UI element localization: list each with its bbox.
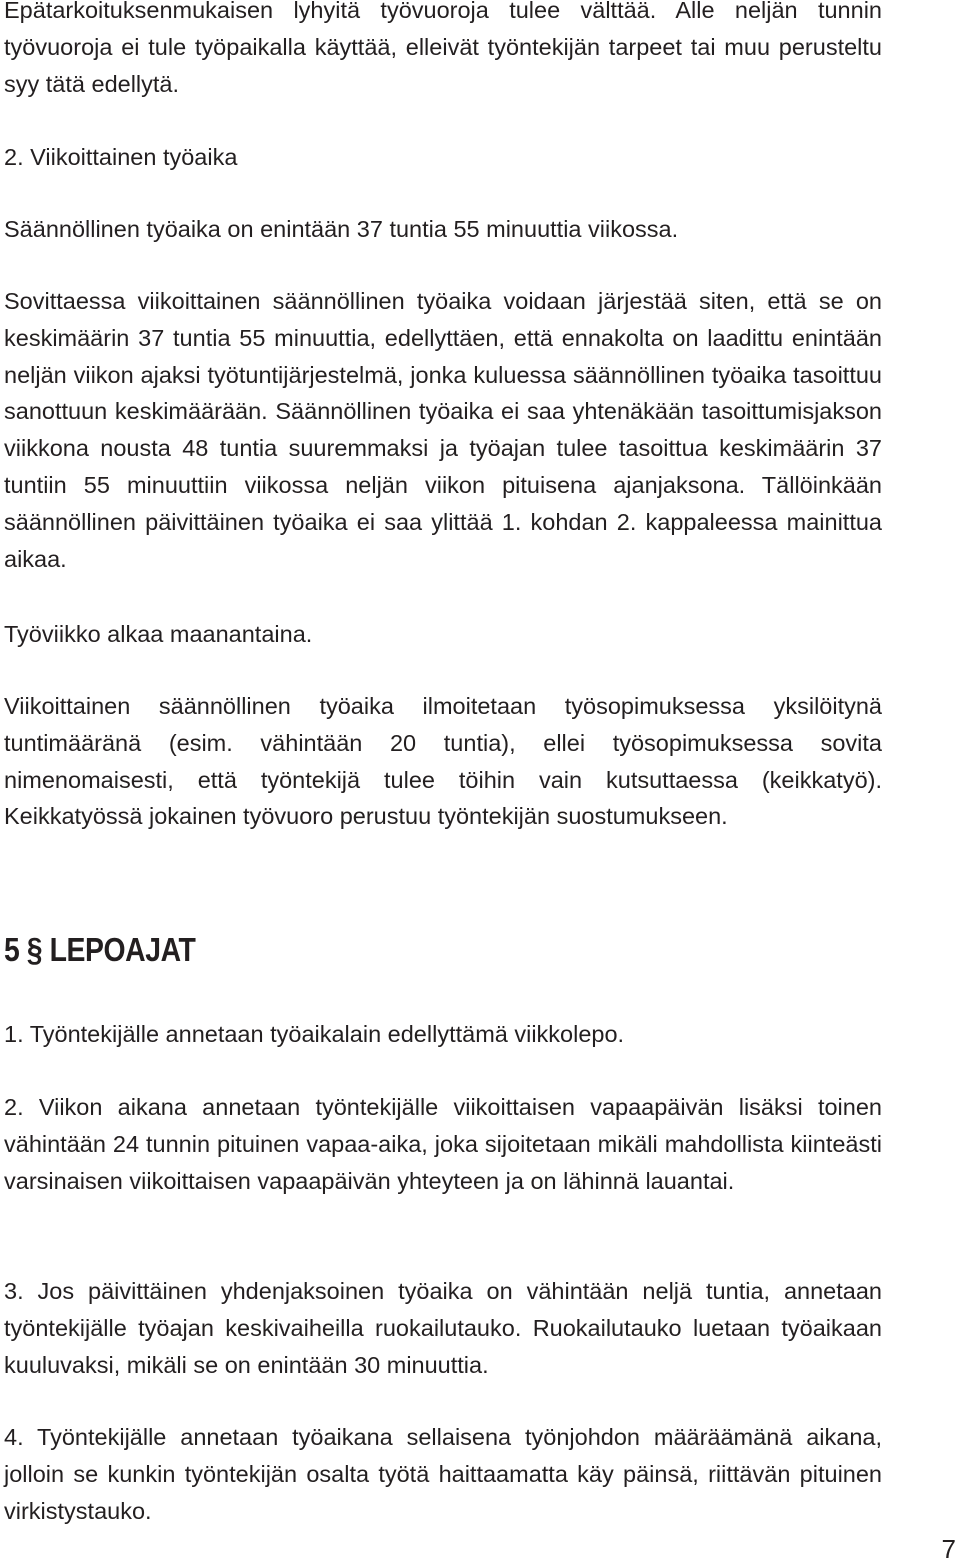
rest-item-3: 3. Jos päivittäinen yhdenjaksoinen työaika on vähintään neljä tuntia, annetaan työntekijälle työajan keskivaiheilla ruokailutauko. Ruokailutauko luetaan työaikaan kuuluvaksi, mikäli se on enintään 30 minuuttia. — [4, 1278, 882, 1378]
paragraph-week-start: Työviikko alkaa maanantaina. — [4, 621, 313, 647]
section-heading-rest-periods: 5 § LEPOAJAT — [4, 931, 196, 968]
paragraph-weekly-maximum: Säännöllinen työaika on enintään 37 tuntia 55 minuuttia viikossa. — [4, 216, 679, 242]
rest-item-1: 1. Työntekijälle annetaan työaikalain edellyttämä viikkolepo. — [4, 1021, 625, 1047]
rest-item-2: 2. Viikon aikana annetaan työntekijälle viikoittaisen vapaapäivän lisäksi toinen vähintään 24 tunnin pituinen vapaa-aika, joka sijoitetaan mikäli mahdollista kiinteästi varsinaisen viikoittaisen vapaapäivän yhteyteen ja on lähinnä lauantai. — [4, 1094, 882, 1194]
paragraph-short-shifts: Epätarkoituksenmukaisen lyhyitä työvuoroja tulee välttää. Alle neljän tunnin työvuoroja ei tule työpaikalla käyttää, elleivät työntekijän tarpeet tai muu perusteltu syy tätä edellytä. — [4, 0, 882, 97]
subheading-weekly-working-time: 2. Viikoittainen työaika — [4, 144, 238, 170]
paragraph-contract-hours: Viikoittainen säännöllinen työaika ilmoitetaan työsopimuksessa yksilöitynä tuntimääränä (esim. vähintään 20 tuntia), ellei työsopimuksessa sovita nimenomaisesti, että työntekijä tulee töihin vain kutsuttaessa (keikkatyö). Keikkatyössä jokainen työvuoro perustuu työntekijän suostumukseen. — [4, 693, 882, 830]
rest-item-4: 4. Työntekijälle annetaan työaikana sellaisena työnjohdon määräämänä aikana, jolloin se kunkin työntekijän osalta työtä haittaamatta käy päinsä, riittävän pituinen virkistystauko. — [4, 1424, 882, 1524]
paragraph-averaging: Sovittaessa viikoittainen säännöllinen työaika voidaan järjestää siten, että se on keskimäärin 37 tuntia 55 minuuttia, edellyttäen, että ennakolta on laadittu enintään neljän viikon ajaksi työtuntijärjestelmä, jonka kuluessa säännöllinen työaika tasoittuu sanottuun keskimäärään. Säännöllinen työaika ei saa yhtenäkään tasoittumisjakson viikkona nousta 48 tuntia suuremmaksi ja työajan tulee tasoittua keskimäärin 37 tuntiin 55 minuuttiin viikossa neljän viikon pituisena ajanjaksona. Tällöinkään säännöllinen päivittäinen työaika ei saa ylittää 1. kohdan 2. kappaleessa mainittua aikaa. — [4, 288, 882, 572]
page-number: 7 — [941, 1534, 956, 1564]
